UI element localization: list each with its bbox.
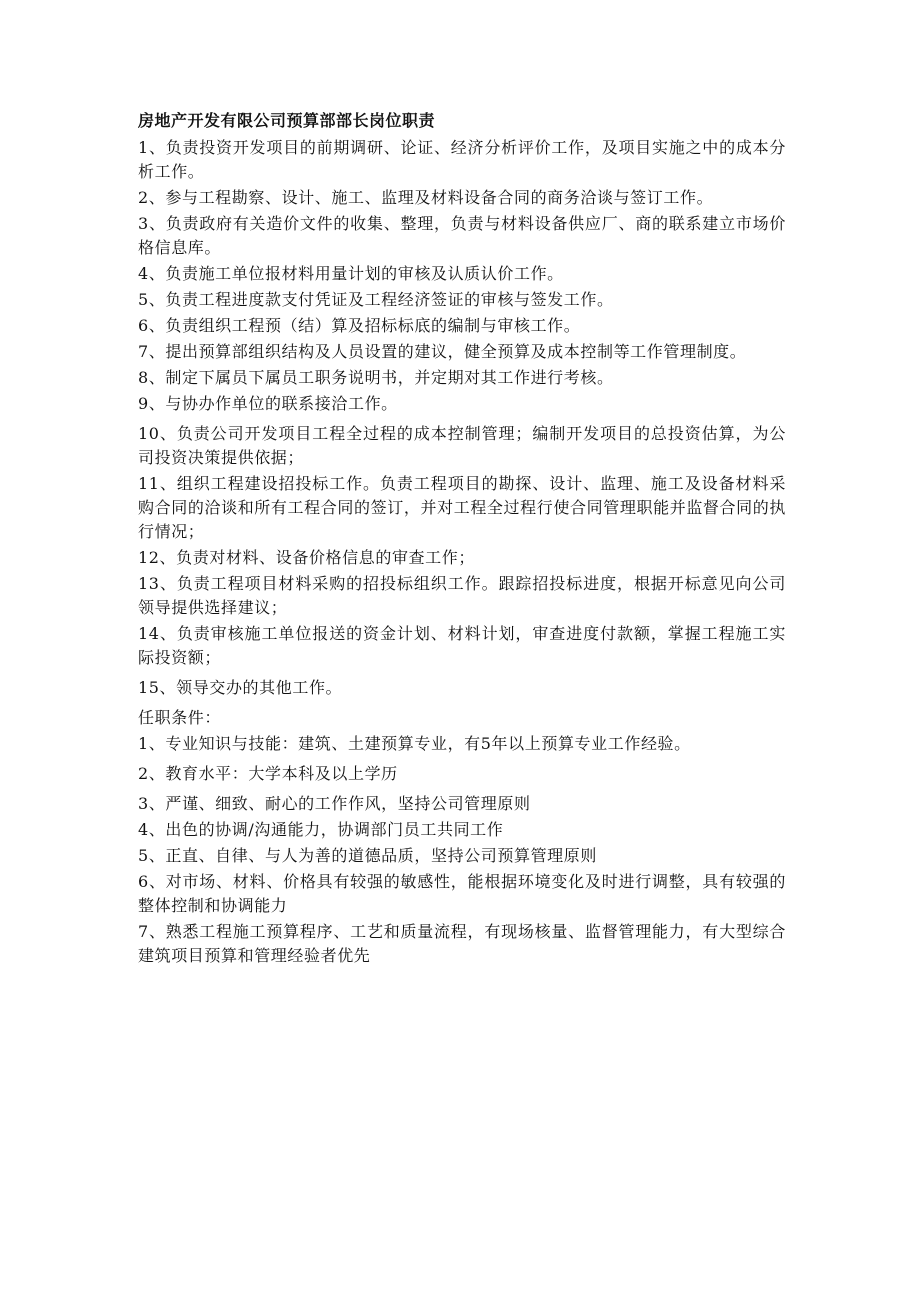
duty-item-10: 10、负责公司开发项目工程全过程的成本控制管理；编制开发项目的总投资估算，为公司投资决策提供依据； bbox=[138, 424, 786, 467]
duty-item-12: 12、负责对材料、设备价格信息的审查工作； bbox=[138, 548, 475, 567]
duty-item-14: 14、负责审核施工单位报送的资金计划、材料计划，审查进度付款额，掌握工程施工实际投资额； bbox=[138, 624, 786, 667]
duty-item-11: 11、组织工程建设招投标工作。负责工程项目的勘探、设计、监理、施工及设备材料采购合同的洽谈和所有工程合同的签订，并对工程全过程行使合同管理职能并监督合同的执行情况； bbox=[138, 474, 786, 541]
duty-item-5: 5、负责工程进度款支付凭证及工程经济签证的审核与签发工作。 bbox=[138, 290, 614, 309]
duty-item-15: 15、领导交办的其他工作。 bbox=[138, 678, 343, 697]
duty-item-6: 6、负责组织工程预（结）算及招标标底的编制与审核工作。 bbox=[138, 316, 581, 335]
requirement-item-3: 3、严谨、细致、耐心的工作作风，坚持公司管理原则 bbox=[138, 794, 531, 813]
duty-item-1: 1、负责投资开发项目的前期调研、论证、经济分析评价工作，及项目实施之中的成本分析工作。 bbox=[138, 138, 786, 181]
document-body bbox=[138, 108, 786, 970]
duty-item-7: 7、提出预算部组织结构及人员设置的建议，健全预算及成本控制等工作管理制度。 bbox=[138, 342, 747, 361]
duty-item-8: 8、制定下属员下属员工职务说明书，并定期对其工作进行考核。 bbox=[138, 368, 614, 387]
requirement-item-1: 1、专业知识与技能：建筑、土建预算专业，有5年以上预算专业工作经验。 bbox=[138, 734, 691, 753]
requirement-item-4: 4、出色的协调/沟通能力，协调部门员工共同工作 bbox=[138, 820, 504, 839]
duty-item-4: 4、负责施工单位报材料用量计划的审核及认质认价工作。 bbox=[138, 264, 564, 283]
requirement-item-6: 6、对市场、材料、价格具有较强的敏感性，能根据环境变化及时进行调整，具有较强的整体控制和协调能力 bbox=[138, 872, 786, 915]
duty-item-3: 3、负责政府有关造价文件的收集、整理，负责与材料设备供应厂、商的联系建立市场价格信息库。 bbox=[138, 214, 786, 257]
duty-item-9: 9、与协办作单位的联系接洽工作。 bbox=[138, 394, 398, 413]
requirements-heading: 任职条件： bbox=[138, 708, 222, 727]
requirement-item-7: 7、熟悉工程施工预算程序、工艺和质量流程，有现场核量、监督管理能力，有大型综合建筑项目预算和管理经验者优先 bbox=[138, 922, 786, 965]
duty-item-2: 2、参与工程勘察、设计、施工、监理及材料设备合同的商务洽谈与签订工作。 bbox=[138, 188, 714, 207]
document-title: 房地产开发有限公司预算部部长岗位职责 bbox=[138, 111, 436, 130]
requirement-item-2: 2、教育水平：大学本科及以上学历 bbox=[138, 764, 398, 783]
requirement-item-5: 5、正直、自律、与人为善的道德品质，坚持公司预算管理原则 bbox=[138, 846, 597, 865]
duty-item-13: 13、负责工程项目材料采购的招投标组织工作。跟踪招投标进度，根据开标意见向公司领导提供选择建议； bbox=[138, 574, 786, 617]
